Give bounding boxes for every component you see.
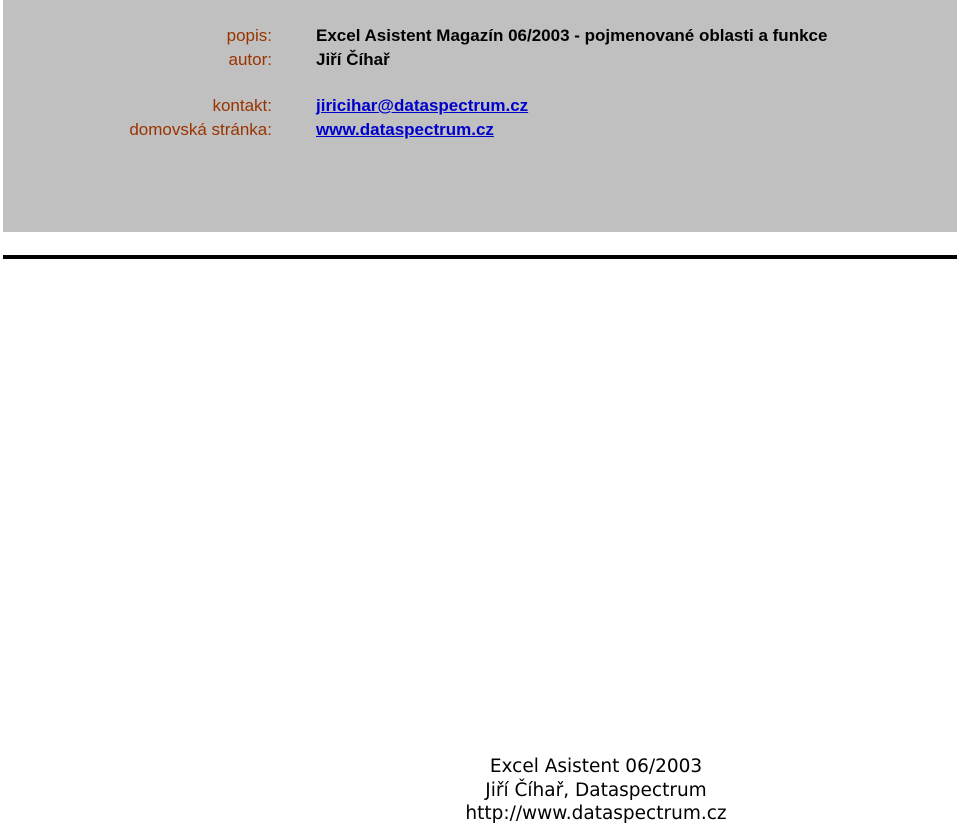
footer xyxy=(0,755,960,826)
footer-line-url: http://www.dataspectrum.cz xyxy=(465,803,727,824)
author-value: Jiří Číhař xyxy=(316,50,390,69)
description-label: popis: xyxy=(226,26,272,45)
contact-email-link[interactable]: jiricihar@dataspectrum.cz xyxy=(316,96,529,115)
footer-line-title: Excel Asistent 06/2003 xyxy=(489,756,703,777)
author-label: autor: xyxy=(228,50,272,69)
divider-rule xyxy=(3,255,957,259)
homepage-label: domovská stránka: xyxy=(129,120,272,139)
description-value: Excel Asistent Magazín 06/2003 - pojmenované oblasti a funkce xyxy=(316,26,828,45)
footer-line-author: Jiří Číhař, Dataspectrum xyxy=(485,779,707,801)
homepage-link[interactable]: www.dataspectrum.cz xyxy=(316,120,494,139)
contact-label: kontakt: xyxy=(212,96,272,115)
